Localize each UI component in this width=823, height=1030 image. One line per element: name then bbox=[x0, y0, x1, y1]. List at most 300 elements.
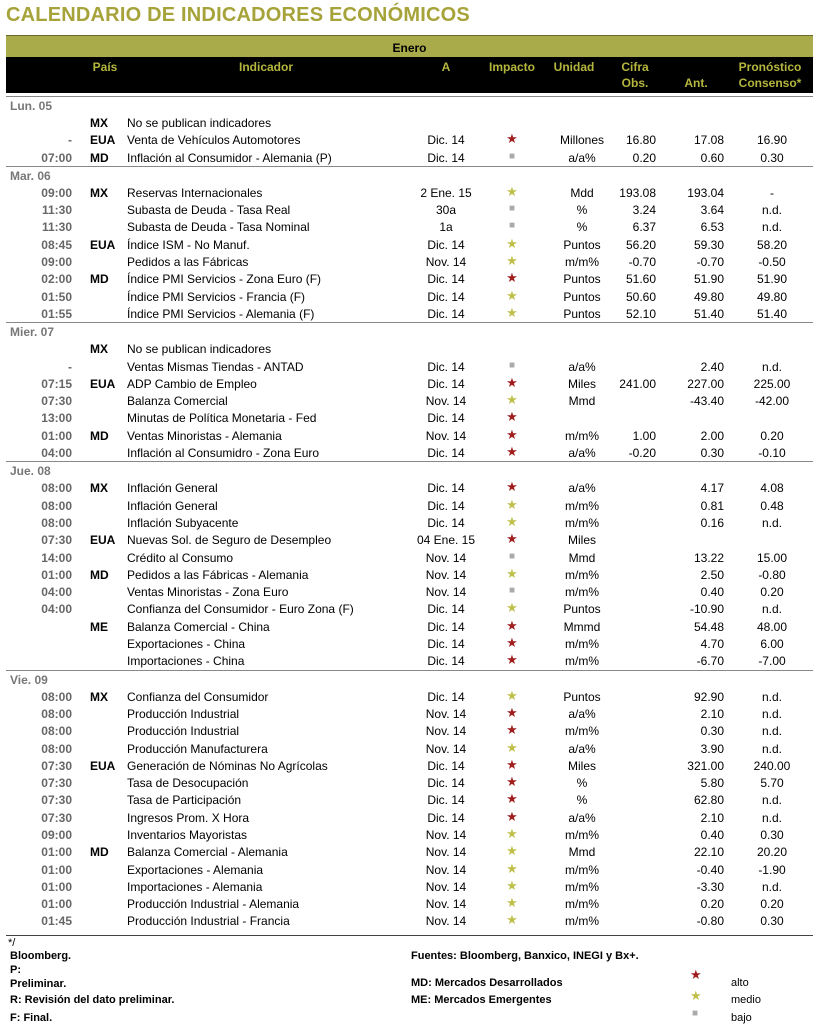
cell-consensus: -1.90 bbox=[758, 862, 786, 877]
cell-unit: Mmd bbox=[568, 394, 596, 409]
cell-indicator: Balanza Comercial - Alemania bbox=[127, 845, 288, 860]
cell-period: Dic. 14 bbox=[427, 637, 465, 652]
cell-unit: Mdd bbox=[570, 185, 594, 200]
cell-unit: m/m% bbox=[565, 654, 599, 669]
cell-indicator: Producción Industrial bbox=[127, 706, 240, 721]
cell-time: - bbox=[68, 133, 72, 148]
cell-previous: 49.80 bbox=[693, 289, 724, 304]
footnote-bloomberg: Bloomberg. bbox=[10, 950, 72, 962]
cell-indicator: Tasa de Participación bbox=[127, 793, 242, 808]
cell-previous: 62.80 bbox=[693, 793, 724, 808]
cell-period: Dic. 14 bbox=[427, 272, 465, 287]
cell-indicator: Importaciones - Alemania bbox=[127, 879, 263, 894]
cell-observed: 0.20 bbox=[632, 150, 656, 165]
col-pais: País bbox=[92, 60, 118, 74]
cell-indicator: Exportaciones - Alemania bbox=[127, 862, 264, 877]
cell-unit: m/m% bbox=[565, 914, 599, 929]
cell-time: 08:45 bbox=[41, 237, 72, 252]
cell-indicator: Nuevas Sol. de Seguro de Desempleo bbox=[127, 533, 332, 548]
cell-previous: 4.17 bbox=[700, 481, 724, 496]
cell-observed: 193.08 bbox=[619, 185, 656, 200]
cell-indicator: Inflación General bbox=[127, 498, 218, 513]
cell-indicator: Confianza del Consumidor - Euro Zona (F) bbox=[127, 602, 354, 617]
table-row bbox=[6, 635, 813, 652]
cell-unit: m/m% bbox=[565, 567, 599, 582]
cell-country: MX bbox=[90, 116, 108, 130]
table-row bbox=[6, 757, 813, 774]
cell-unit: a/a% bbox=[568, 150, 596, 165]
cell-time: 07:30 bbox=[41, 793, 72, 808]
footnote-fuentes: Fuentes: Bloomberg, Banxico, INEGI y Bx+. bbox=[411, 950, 639, 962]
table-row bbox=[6, 409, 813, 426]
cell-time: 07:30 bbox=[41, 394, 72, 409]
col-cifra: Cifra bbox=[621, 60, 649, 74]
cell-country: EUA bbox=[90, 237, 116, 252]
cell-indicator: Balanza Comercial bbox=[127, 394, 228, 409]
day-label: Mar. 06 bbox=[10, 168, 51, 183]
cell-indicator: Inflación al Consumidor - Alemania (P) bbox=[127, 150, 332, 165]
impact-high-star-icon: ★ bbox=[506, 131, 518, 147]
table-row bbox=[6, 878, 813, 895]
cell-period: Nov. 14 bbox=[425, 724, 467, 739]
day-header bbox=[6, 461, 813, 479]
cell-country: EUA bbox=[90, 376, 116, 391]
cell-indicator: Pedidos a las Fábricas - Alemania bbox=[127, 567, 309, 582]
cell-previous: -0.70 bbox=[696, 255, 724, 270]
cell-consensus: 0.20 bbox=[760, 897, 784, 912]
table-row bbox=[6, 131, 813, 148]
table-row bbox=[6, 149, 813, 166]
cell-unit: % bbox=[576, 220, 588, 235]
cell-indicator: Ventas Minoristas - Alemania bbox=[127, 428, 282, 443]
cell-time: - bbox=[68, 359, 72, 374]
cell-previous: -3.30 bbox=[696, 879, 724, 894]
cell-country: MD bbox=[90, 428, 109, 443]
cell-unit: Puntos bbox=[563, 272, 601, 287]
cell-period: Dic. 14 bbox=[427, 481, 465, 496]
impact-high-star-icon: ★ bbox=[506, 791, 518, 807]
cell-indicator: Inflación General bbox=[127, 481, 218, 496]
cell-previous: 2.50 bbox=[700, 567, 724, 582]
cell-indicator: Índice ISM - No Manuf. bbox=[127, 237, 250, 252]
cell-indicator: No se publican indicadores bbox=[127, 116, 272, 130]
impact-medium-star-icon: ★ bbox=[506, 895, 518, 911]
cell-unit: m/m% bbox=[565, 428, 599, 443]
cell-period: Dic. 14 bbox=[427, 515, 465, 530]
cell-period: Dic. 14 bbox=[427, 793, 465, 808]
cell-previous: 17.08 bbox=[693, 133, 724, 148]
cell-indicator: Generación de Nóminas No Agrícolas bbox=[127, 758, 328, 773]
impact-low-square-icon: ■ bbox=[508, 220, 516, 232]
impact-low-square-icon: ■ bbox=[508, 359, 516, 371]
cell-unit: Puntos bbox=[563, 602, 601, 617]
cell-previous: 0.81 bbox=[700, 498, 724, 513]
cell-unit: m/m% bbox=[565, 498, 599, 513]
day-header bbox=[6, 166, 813, 184]
cell-consensus: 15.00 bbox=[756, 550, 788, 565]
cell-unit: Mmd bbox=[568, 550, 596, 565]
impact-medium-star-icon: ★ bbox=[506, 253, 518, 269]
impact-high-star-icon: ★ bbox=[506, 409, 518, 425]
cell-observed: 16.80 bbox=[625, 133, 656, 148]
impact-high-star-icon: ★ bbox=[506, 374, 518, 390]
table-row bbox=[6, 809, 813, 826]
impact-medium-star-icon: ★ bbox=[506, 392, 518, 408]
impact-high-star-icon: ★ bbox=[506, 722, 518, 738]
cell-consensus: n.d. bbox=[761, 741, 782, 756]
cell-observed: 3.24 bbox=[632, 203, 656, 218]
calendar-table bbox=[6, 96, 813, 930]
day-label: Mier. 07 bbox=[10, 325, 55, 340]
cell-country: MD bbox=[90, 150, 109, 165]
cell-previous: -10.90 bbox=[689, 602, 724, 617]
cell-consensus: n.d. bbox=[761, 203, 782, 218]
cell-consensus: -0.80 bbox=[758, 567, 786, 582]
cell-consensus: 16.90 bbox=[756, 133, 788, 148]
cell-previous: 4.70 bbox=[700, 637, 724, 652]
cell-consensus: 4.08 bbox=[760, 481, 784, 496]
cell-country: MX bbox=[90, 185, 108, 200]
cell-consensus: n.d. bbox=[761, 793, 782, 808]
cell-previous: 0.16 bbox=[700, 515, 724, 530]
cell-consensus: 0.30 bbox=[760, 827, 784, 842]
table-row bbox=[6, 392, 813, 409]
cell-time: 01:45 bbox=[41, 914, 72, 929]
table-row bbox=[6, 288, 813, 305]
cell-unit: a/a% bbox=[568, 481, 596, 496]
cell-consensus: -0.50 bbox=[758, 255, 786, 270]
cell-country: MD bbox=[90, 845, 109, 860]
cell-previous: 51.40 bbox=[693, 306, 724, 321]
impact-medium-star-icon: ★ bbox=[506, 843, 518, 859]
cell-observed: 56.20 bbox=[625, 237, 656, 252]
cell-indicator: Inflación Subyacente bbox=[127, 515, 239, 530]
cell-indicator: ADP Cambio de Empleo bbox=[127, 376, 257, 391]
table-row bbox=[6, 114, 813, 131]
footnote-preliminar: Preliminar. bbox=[10, 978, 67, 990]
day-header bbox=[6, 670, 813, 688]
day-header bbox=[6, 322, 813, 340]
cell-time: 11:30 bbox=[41, 203, 72, 218]
cell-indicator: No se publican indicadores bbox=[127, 342, 272, 357]
cell-indicator: Producción Manufacturera bbox=[127, 741, 268, 756]
table-row bbox=[6, 722, 813, 739]
cell-observed: -0.70 bbox=[628, 255, 656, 270]
cell-consensus: n.d. bbox=[761, 359, 782, 374]
cell-indicator: Producción Industrial - Alemania bbox=[127, 897, 300, 912]
cell-time: 01:00 bbox=[41, 897, 72, 912]
cell-country: MX bbox=[90, 689, 108, 704]
table-row bbox=[6, 652, 813, 669]
impact-high-star-icon: ★ bbox=[506, 479, 518, 495]
cell-country: MX bbox=[90, 481, 108, 496]
cell-unit: m/m% bbox=[565, 862, 599, 877]
cell-previous: 92.90 bbox=[693, 689, 724, 704]
cell-previous: -0.40 bbox=[696, 862, 724, 877]
footer-divider bbox=[6, 935, 813, 936]
cell-consensus: 51.90 bbox=[756, 272, 788, 287]
impact-medium-star-icon: ★ bbox=[506, 287, 518, 303]
footnote-p: P: bbox=[10, 964, 21, 976]
cell-time: 08:00 bbox=[41, 706, 72, 721]
cell-indicator: Ingresos Prom. X Hora bbox=[127, 810, 250, 825]
cell-consensus: 240.00 bbox=[753, 758, 791, 773]
cell-previous: 2.10 bbox=[700, 810, 724, 825]
cell-unit: Puntos bbox=[563, 289, 601, 304]
day-label: Vie. 09 bbox=[10, 672, 48, 687]
cell-indicator: Producción Industrial bbox=[127, 724, 240, 739]
cell-time: 08:00 bbox=[41, 741, 72, 756]
table-row bbox=[6, 774, 813, 791]
impact-high-star-icon: ★ bbox=[506, 652, 518, 668]
cell-period: Nov. 14 bbox=[425, 741, 467, 756]
cell-consensus: 6.00 bbox=[760, 637, 784, 652]
cell-previous: 13.22 bbox=[693, 550, 724, 565]
cell-consensus: 49.80 bbox=[756, 289, 788, 304]
impact-high-star-icon: ★ bbox=[506, 704, 518, 720]
legend-bajo-square-icon: ■ bbox=[692, 1008, 699, 1019]
table-row bbox=[6, 253, 813, 270]
cell-time: 14:00 bbox=[41, 550, 72, 565]
cell-period: Nov. 14 bbox=[425, 585, 467, 600]
impact-high-star-icon: ★ bbox=[506, 774, 518, 790]
impact-high-star-icon: ★ bbox=[506, 426, 518, 442]
table-row bbox=[6, 843, 813, 860]
table-row bbox=[6, 270, 813, 287]
cell-period: Nov. 14 bbox=[425, 428, 467, 443]
cell-indicator: Minutas de Política Monetaria - Fed bbox=[127, 411, 317, 426]
cell-consensus: 0.20 bbox=[760, 428, 784, 443]
cell-country: MX bbox=[90, 342, 108, 357]
col-unidad: Unidad bbox=[553, 60, 595, 74]
table-row bbox=[6, 201, 813, 218]
cell-country: MD bbox=[90, 567, 109, 582]
cell-consensus: - bbox=[770, 185, 774, 200]
cell-time: 09:00 bbox=[41, 827, 72, 842]
cell-indicator: Crédito al Consumo bbox=[127, 550, 234, 565]
cell-indicator: Subasta de Deuda - Tasa Nominal bbox=[127, 220, 310, 235]
cell-previous: 22.10 bbox=[693, 845, 724, 860]
cell-previous: -43.40 bbox=[689, 394, 724, 409]
cell-consensus: 20.20 bbox=[756, 845, 788, 860]
footnote-revision: R: Revisión del dato preliminar. bbox=[10, 994, 175, 1006]
table-row bbox=[6, 583, 813, 600]
impact-medium-star-icon: ★ bbox=[506, 600, 518, 616]
impact-high-star-icon: ★ bbox=[506, 808, 518, 824]
month-label: Enero bbox=[392, 41, 427, 55]
cell-time: 08:00 bbox=[41, 724, 72, 739]
cell-indicator: Subasta de Deuda - Tasa Real bbox=[127, 203, 291, 218]
impact-high-star-icon: ★ bbox=[506, 635, 518, 651]
cell-time: 08:00 bbox=[41, 515, 72, 530]
cell-period: Nov. 14 bbox=[425, 567, 467, 582]
cell-unit: % bbox=[576, 776, 588, 791]
cell-unit: m/m% bbox=[565, 515, 599, 530]
legend-bajo-label: bajo bbox=[731, 1012, 752, 1024]
cell-consensus: n.d. bbox=[761, 689, 782, 704]
cell-time: 01:00 bbox=[41, 567, 72, 582]
cell-unit: a/a% bbox=[568, 810, 596, 825]
impact-medium-star-icon: ★ bbox=[506, 565, 518, 581]
cell-unit: m/m% bbox=[565, 724, 599, 739]
legend-medio-star-icon: ★ bbox=[690, 988, 702, 1003]
cell-indicator: Inflación al Consumidro - Zona Euro bbox=[127, 446, 320, 461]
impact-high-star-icon: ★ bbox=[506, 756, 518, 772]
cell-time: 08:00 bbox=[41, 689, 72, 704]
cell-period: Dic. 14 bbox=[427, 237, 465, 252]
cell-time: 01:00 bbox=[41, 845, 72, 860]
impact-medium-star-icon: ★ bbox=[506, 739, 518, 755]
cell-consensus: n.d. bbox=[761, 706, 782, 721]
cell-previous: 3.64 bbox=[700, 203, 724, 218]
cell-unit: a/a% bbox=[568, 741, 596, 756]
cell-previous: 0.60 bbox=[700, 150, 724, 165]
cell-unit: Puntos bbox=[563, 306, 601, 321]
cell-unit: Miles bbox=[567, 533, 596, 548]
table-row bbox=[6, 305, 813, 322]
cell-indicator: Producción Industrial - Francia bbox=[127, 914, 290, 929]
cell-consensus: n.d. bbox=[761, 810, 782, 825]
cell-previous: 2.00 bbox=[700, 428, 724, 443]
cell-period: Nov. 14 bbox=[425, 845, 467, 860]
cell-country: EUA bbox=[90, 758, 116, 773]
cell-indicator: Venta de Vehículos Automotores bbox=[127, 133, 301, 148]
table-row bbox=[6, 358, 813, 375]
cell-period: Nov. 14 bbox=[425, 897, 467, 912]
column-header-band bbox=[6, 57, 813, 93]
cell-time: 08:00 bbox=[41, 498, 72, 513]
cell-time: 07:00 bbox=[41, 150, 72, 165]
impact-medium-star-icon: ★ bbox=[506, 513, 518, 529]
impact-medium-star-icon: ★ bbox=[506, 235, 518, 251]
cell-period: 1a bbox=[439, 220, 453, 235]
cell-previous: 321.00 bbox=[687, 758, 724, 773]
cell-consensus: n.d. bbox=[761, 724, 782, 739]
table-row bbox=[6, 514, 813, 531]
impact-medium-star-icon: ★ bbox=[506, 304, 518, 320]
cell-previous: 0.20 bbox=[700, 897, 724, 912]
cell-time: 07:30 bbox=[41, 810, 72, 825]
cell-indicator: Reservas Internacionales bbox=[127, 185, 263, 200]
cell-period: Dic. 14 bbox=[427, 810, 465, 825]
cell-consensus: 48.00 bbox=[756, 619, 788, 634]
cell-unit: Millones bbox=[559, 133, 604, 148]
day-header bbox=[6, 96, 813, 114]
cell-indicator: Pedidos a las Fábricas bbox=[127, 255, 249, 270]
cell-period: Dic. 14 bbox=[427, 619, 465, 634]
cell-period: Dic. 14 bbox=[427, 776, 465, 791]
cell-period: Dic. 14 bbox=[427, 689, 465, 704]
cell-unit: % bbox=[576, 203, 588, 218]
cell-observed: 52.10 bbox=[625, 306, 656, 321]
col-a: A bbox=[441, 60, 451, 74]
cell-period: Dic. 14 bbox=[427, 446, 465, 461]
impact-medium-star-icon: ★ bbox=[506, 825, 518, 841]
cell-consensus: 0.48 bbox=[760, 498, 784, 513]
cell-period: Nov. 14 bbox=[425, 706, 467, 721]
cell-consensus: 51.40 bbox=[756, 306, 788, 321]
cell-previous: -6.70 bbox=[696, 654, 724, 669]
cell-time: 01:00 bbox=[41, 862, 72, 877]
cell-period: Dic. 14 bbox=[427, 498, 465, 513]
cell-consensus: 58.20 bbox=[756, 237, 788, 252]
table-row bbox=[6, 895, 813, 912]
cell-period: Dic. 14 bbox=[427, 376, 465, 391]
impact-medium-star-icon: ★ bbox=[506, 877, 518, 893]
legend-alto-star-icon: ★ bbox=[690, 967, 702, 982]
table-row bbox=[6, 531, 813, 548]
footnote-mark: */ bbox=[8, 937, 16, 949]
cell-unit: m/m% bbox=[565, 879, 599, 894]
cell-unit: m/m% bbox=[565, 897, 599, 912]
cell-time: 11:30 bbox=[41, 220, 72, 235]
cell-time: 01:55 bbox=[41, 306, 72, 321]
cell-time: 08:00 bbox=[41, 481, 72, 496]
cell-indicator: Inventarios Mayoristas bbox=[127, 827, 248, 842]
cell-unit: m/m% bbox=[565, 585, 599, 600]
cell-unit: Miles bbox=[567, 376, 596, 391]
cell-indicator: Índice PMI Servicios - Alemania (F) bbox=[127, 306, 315, 321]
cell-previous: 6.53 bbox=[700, 220, 724, 235]
cell-previous: 227.00 bbox=[687, 376, 724, 391]
cell-period: Dic. 14 bbox=[427, 654, 465, 669]
table-row bbox=[6, 427, 813, 444]
cell-period: Nov. 14 bbox=[425, 879, 467, 894]
table-row bbox=[6, 566, 813, 583]
cell-unit: m/m% bbox=[565, 827, 599, 842]
legend-md: MD: Mercados Desarrollados bbox=[411, 977, 563, 989]
impact-medium-star-icon: ★ bbox=[506, 687, 518, 703]
cell-period: Nov. 14 bbox=[425, 255, 467, 270]
cell-previous: 0.30 bbox=[700, 724, 724, 739]
cell-unit: a/a% bbox=[568, 359, 596, 374]
cell-consensus: 0.20 bbox=[760, 585, 784, 600]
impact-high-star-icon: ★ bbox=[506, 531, 518, 547]
cell-unit: Mmmd bbox=[563, 619, 601, 634]
cell-observed: 50.60 bbox=[625, 289, 656, 304]
cell-consensus: -7.00 bbox=[758, 654, 786, 669]
day-label: Lun. 05 bbox=[10, 99, 53, 113]
cell-time: 09:00 bbox=[41, 255, 72, 270]
cell-country: EUA bbox=[90, 533, 116, 548]
cell-period: 30a bbox=[435, 203, 457, 218]
table-row bbox=[6, 600, 813, 617]
cell-unit: a/a% bbox=[568, 446, 596, 461]
cell-consensus: n.d. bbox=[761, 602, 782, 617]
cell-time: 04:00 bbox=[41, 602, 72, 617]
cell-consensus: n.d. bbox=[761, 879, 782, 894]
cell-time: 02:00 bbox=[41, 272, 72, 287]
cell-time: 13:00 bbox=[41, 411, 72, 426]
cell-previous: 54.48 bbox=[693, 619, 724, 634]
table-row bbox=[6, 688, 813, 705]
cell-period: Nov. 14 bbox=[425, 862, 467, 877]
day-label: Jue. 08 bbox=[10, 464, 51, 479]
legend-medio-label: medio bbox=[731, 994, 761, 1006]
cell-time: 01:00 bbox=[41, 428, 72, 443]
page-title: CALENDARIO DE INDICADORES ECONÓMICOS bbox=[6, 4, 470, 26]
cell-country: ME bbox=[90, 619, 108, 634]
cell-previous: 51.90 bbox=[693, 272, 724, 287]
table-row bbox=[6, 912, 813, 929]
cell-observed: 6.37 bbox=[632, 220, 656, 235]
legend-alto-label: alto bbox=[731, 977, 749, 989]
cell-indicator: Índice PMI Servicios - Zona Euro (F) bbox=[127, 272, 322, 287]
cell-period: Dic. 14 bbox=[427, 289, 465, 304]
legend-me: ME: Mercados Emergentes bbox=[411, 994, 552, 1006]
cell-previous: 2.40 bbox=[700, 359, 724, 374]
col-ant: Ant. bbox=[684, 76, 708, 90]
